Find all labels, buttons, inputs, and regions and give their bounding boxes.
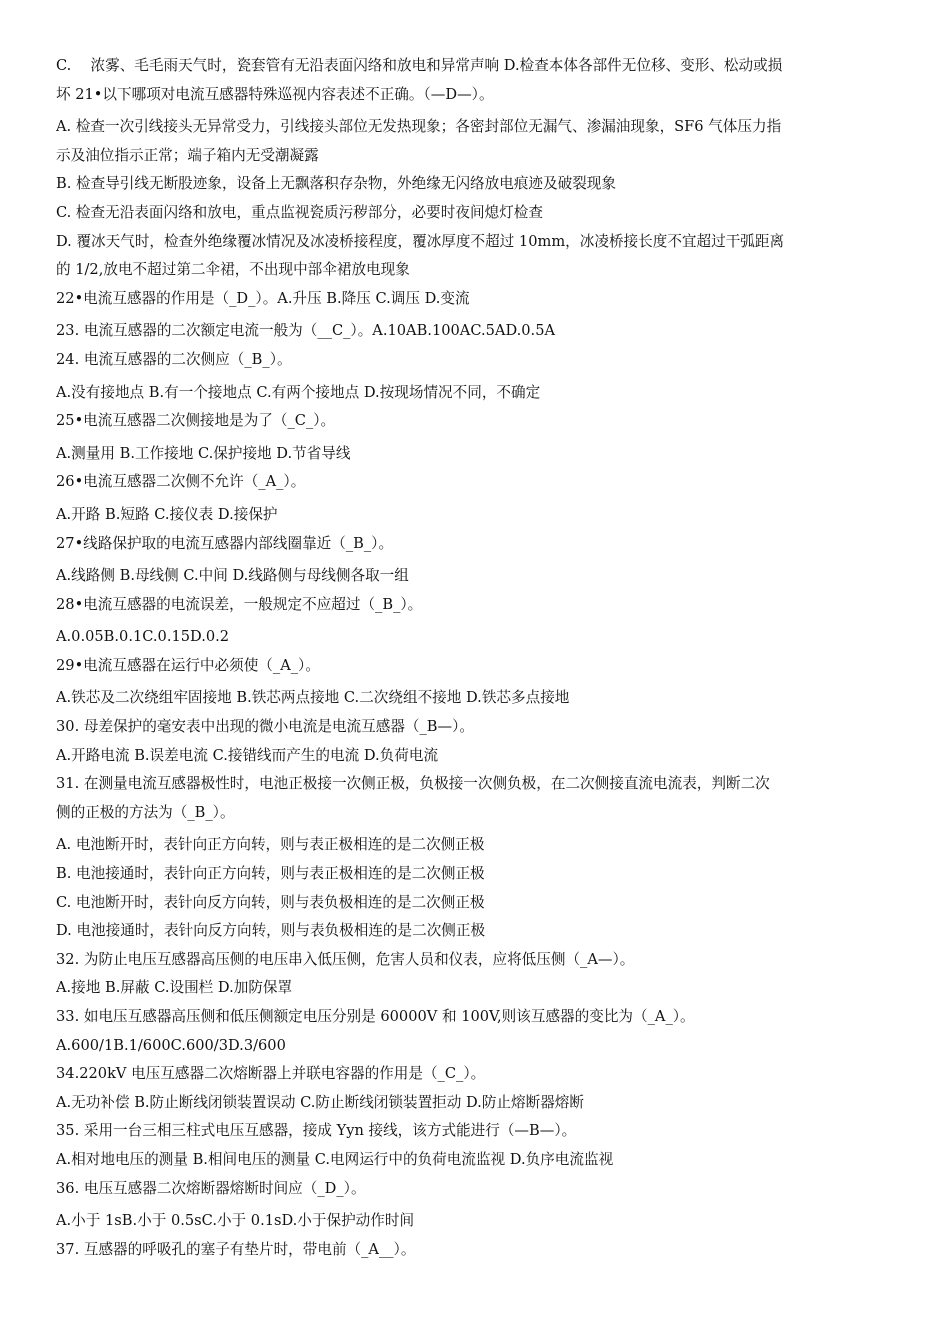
text-line: 的 1/2,放电不超过第二伞裙，不出现中部伞裙放电现象	[56, 261, 410, 279]
text-line: A.开路 B.短路 C.接仪表 D.接保护	[56, 505, 278, 523]
text-line: 28•电流互感器的电流误差，一般规定不应超过（_B_）。	[56, 595, 423, 613]
text-line: D. 电池接通时，表针向反方向转，则与表负极相连的是二次侧正极	[56, 922, 486, 940]
text-line: 32. 为防止电压互感器高压侧的电压串入低压侧，危害人员和仪表，应将低压侧（_A—）。	[56, 950, 635, 968]
text-line: A.小于 1sB.小于 0.5sC.小于 0.1sD.小于保护动作时间	[56, 1212, 415, 1230]
text-line: A.600/1B.1/600C.600/3D.3/600	[56, 1036, 286, 1054]
text-line: 37. 互感器的呼吸孔的塞子有垫片时，带电前（_A__）。	[56, 1240, 416, 1258]
text-line: 24. 电流互感器的二次侧应（_B_）。	[56, 350, 292, 368]
document-page	[56, 52, 898, 1264]
text-line: A. 电池断开时，表针向正方向转，则与表正极相连的是二次侧正极	[56, 836, 485, 854]
text-line: A.相对地电压的测量 B.相间电压的测量 C.电网运行中的负荷电流监视 D.负序电流监视	[56, 1150, 614, 1168]
text-line: 坏 21•以下哪项对电流互感器特殊巡视内容表述不正确。（—D—）。	[56, 85, 494, 103]
text-line: A.测量用 B.工作接地 C.保护接地 D.节省导线	[56, 444, 351, 462]
text-line: A.接地 B.屏蔽 C.设围栏 D.加防保罩	[56, 979, 293, 997]
text-line: A.开路电流 B.误差电流 C.接错线而产生的电流 D.负荷电流	[56, 746, 439, 764]
text-line: 25•电流互感器二次侧接地是为了（_C_）。	[56, 412, 336, 430]
text-line: 30. 母差保护的毫安表中出现的微小电流是电流互感器（_B—）。	[56, 718, 475, 736]
text-line: 22•电流互感器的作用是（_D_）。A.升压 B.降压 C.调压 D.变流	[56, 289, 470, 307]
text-line: 侧的正极的方法为（_B_）。	[56, 803, 235, 821]
text-line: 26•电流互感器二次侧不允许（_A_）。	[56, 473, 306, 491]
text-line: 23. 电流互感器的二次额定电流一般为（__C_）。A.10AB.100AC.5AD.0.5A	[56, 322, 556, 340]
text-line: C. 浓雾、毛毛雨天气时，瓷套管有无沿表面闪络和放电和异常声响 D.检查本体各部件无位移、变形、松动或损	[56, 57, 783, 74]
text-line: 31. 在测量电流互感器极性时，电池正极接一次侧正极，负极接一次侧负极，在二次侧接直流电流表，判断二次	[56, 775, 770, 793]
text-line: A.线路侧 B.母线侧 C.中间 D.线路侧与母线侧各取一组	[56, 567, 409, 585]
text-line: 29•电流互感器在运行中必须使（_A_）。	[56, 656, 320, 674]
text-line: C. 电池断开时，表针向反方向转，则与表负极相连的是二次侧正极	[56, 893, 485, 911]
text-line: A.0.05B.0.1C.0.15D.0.2	[56, 628, 230, 646]
text-line: A.没有接地点 B.有一个接地点 C.有两个接地点 D.按现场情况不同，不确定	[56, 383, 541, 401]
text-line: 36. 电压互感器二次熔断器熔断时间应（_D_）。	[56, 1179, 366, 1197]
text-line: A.无功补偿 B.防止断线闭锁装置误动 C.防止断线闭锁装置拒动 D.防止熔断器熔断	[56, 1093, 584, 1111]
text-line: B. 检查导引线无断股迹象，设备上无飘落积存杂物，外绝缘无闪络放电痕迹及破裂现象	[56, 175, 616, 193]
text-line: D. 覆冰天气时，检查外绝缘覆冰情况及冰凌桥接程度，覆冰厚度不超过 10mm，冰凌桥接长度不宜超过干弧距离	[56, 232, 785, 250]
text-line: C. 检查无沿表面闪络和放电，重点监视瓷质污秽部分，必要时夜间熄灯检查	[56, 203, 543, 221]
text-line: 27•线路保护取的电流互感器内部线圈靠近（_B_）。	[56, 534, 394, 552]
text-line: 34.220kV 电压互感器二次熔断器上并联电容器的作用是（_C_）。	[56, 1065, 486, 1083]
text-line: 35. 采用一台三相三柱式电压互感器，接成 Yyn 接线，该方式能进行（—B—）。	[56, 1122, 577, 1140]
text-line: A.铁芯及二次绕组牢固接地 B.铁芯两点接地 C.二次绕组不接地 D.铁芯多点接地	[56, 689, 570, 707]
text-line: 示及油位指示正常；端子箱内无受潮凝露	[56, 146, 319, 164]
text-line: 33. 如电压互感器高压侧和低压侧额定电压分别是 60000V 和 100V,则该互感器的变比为（_A_）。	[56, 1008, 695, 1025]
text-line: B. 电池接通时，表针向正方向转，则与表正极相连的是二次侧正极	[56, 865, 485, 883]
text-line: A. 检查一次引线接头无异常受力，引线接头部位无发热现象；各密封部位无漏气、渗漏油现象，SF6 气体压力指	[56, 118, 782, 136]
